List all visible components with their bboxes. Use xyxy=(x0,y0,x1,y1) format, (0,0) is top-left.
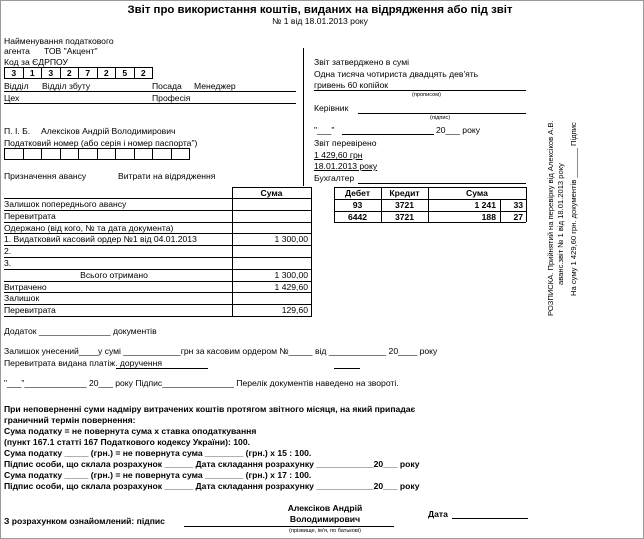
notice-line: Підпис особи, що склала розрахунок ______ Дата складання розрахунку ____________20___ року xyxy=(4,459,420,469)
notice-line: Підпис особи, що склала розрахунок ______ Дата складання розрахунку ____________20___ року xyxy=(4,481,420,491)
document-title: Звіт про використання коштів, виданих на відрядження або під звіт xyxy=(127,4,513,16)
accountant-label: Бухгалтер xyxy=(314,173,355,183)
advance-purpose-value: Витрати на відрядження xyxy=(118,171,216,181)
footer-date-label: Дата xyxy=(428,509,448,519)
main-row-value: 1 429,60 xyxy=(274,281,308,292)
main-row-label: 1. Видатковий касовий ордер №1 від 04.01.2013 xyxy=(4,234,197,245)
approved-line-2: Одна тисяча чотириста двадцять дев'ять xyxy=(314,69,479,79)
main-row-value: 129,60 xyxy=(281,305,308,316)
receipt-line-1: РОЗПИСКА. Прийнятий на перевірку від Алексіков А.В. xyxy=(546,120,555,316)
signer-name-line-2: Володимирович xyxy=(289,514,361,524)
notice-line: граничний термін повернення: xyxy=(4,415,136,425)
main-row-label: Всього отримано xyxy=(80,269,148,280)
notice-line: Сума податку _____ (грн.) = не повернута сума ________ (грн.) х 17 : 100. xyxy=(4,470,312,480)
signer-name-line-1: Алексіков Андрій xyxy=(287,503,363,513)
edrpou-digit-box: 2 xyxy=(97,67,117,79)
entry-sum-main: 188 xyxy=(481,211,496,222)
notice-line: (пункт 167.1 статті 167 Податкового кодексу України): 100. xyxy=(4,437,250,447)
entries-header: Кредит xyxy=(389,188,420,198)
entries-header: Сума xyxy=(466,188,488,198)
fio-value: Алексіков Андрій Володимирович xyxy=(41,126,176,136)
department-label: Відділ xyxy=(4,81,29,91)
tax-number-box xyxy=(152,148,172,160)
edrpou-digit-box: 3 xyxy=(41,67,61,79)
edrpou-digit-box: 5 xyxy=(115,67,135,79)
main-row-value: 1 300,00 xyxy=(274,269,308,280)
appendix-line: Додаток _______________ документів xyxy=(4,326,157,336)
approved-line-1: Звіт затверджено в сумі xyxy=(314,57,410,67)
tax-number-box xyxy=(97,148,117,160)
date-sign-line: "___"_____________ 20___ року Підпис_______________ Перелік документів наведено на звороті. xyxy=(4,378,399,388)
edrpou-digit-box: 7 xyxy=(78,67,98,79)
shop-label: Цех xyxy=(4,93,20,103)
main-row-label: Перевитрата xyxy=(4,210,56,221)
main-row-label: Перевитрата xyxy=(4,305,56,316)
entry-debit: 6442 xyxy=(347,211,368,222)
entry-sum-main: 1 241 xyxy=(474,199,496,210)
tax-number-box xyxy=(23,148,43,160)
profession-label: Професія xyxy=(152,93,191,103)
agent-name-value: ТОВ "Акцент" xyxy=(44,46,98,56)
entry-debit: 93 xyxy=(352,199,363,210)
in-words-caption: (прописом) xyxy=(412,92,441,98)
manager-label: Керівник xyxy=(314,103,349,113)
entry-sum-cents: 27 xyxy=(513,211,523,222)
main-sum-header: Сума xyxy=(260,188,283,198)
checked-label: Звіт перевірено xyxy=(314,138,377,148)
tax-number-box xyxy=(134,148,154,160)
notice-line: При неповерненні суми надміру витрачених коштів протягом звітного місяця, на який припадає xyxy=(4,404,416,414)
tax-number-box xyxy=(171,148,191,160)
main-row-label: Залишок xyxy=(4,293,40,304)
department-value: Відділ збуту xyxy=(42,81,91,91)
entry-credit: 3721 xyxy=(394,211,415,222)
agent-name-label: Найменування податкового xyxy=(4,36,114,46)
receipt-line-3: На суму 1 429,60 грн. документів _______ Підпис xyxy=(569,122,578,296)
fio-label: П. І. Б. xyxy=(4,126,31,136)
signature-caption: (підпис) xyxy=(430,115,451,121)
tax-number-box xyxy=(60,148,80,160)
edrpou-label: Код за ЄДРПОУ xyxy=(4,57,68,67)
main-row-label: 3. xyxy=(4,258,12,268)
position-value: Менеджер xyxy=(194,81,236,91)
edrpou-digit-box: 2 xyxy=(60,67,80,79)
tax-number-box xyxy=(4,148,24,160)
main-row-value: 1 300,00 xyxy=(274,234,308,245)
main-row-label: 2. xyxy=(4,246,12,257)
agent-label: агента xyxy=(4,46,30,56)
receipt-line-2: аванс.звіт № 1 від 18.01.2013 року xyxy=(556,163,565,285)
notice-line: Сума податку _____ (грн.) = не повернута сума ________ (грн.) х 15 : 100. xyxy=(4,448,312,458)
edrpou-digit-box: 3 xyxy=(4,67,24,79)
edrpou-digit-box: 2 xyxy=(134,67,154,79)
approved-line-3: гривень 60 копійок xyxy=(314,80,389,90)
remainder-line: Залишок унесений____у сумі ____________грн за касовим ордером №_____ від ____________ 20____ року xyxy=(4,346,438,356)
notice-line: Сума податку = не повернута сума х ставка оподаткування xyxy=(4,426,257,436)
document-subtitle: № 1 від 18.01.2013 року xyxy=(272,16,368,26)
checked-date: 18.01.2013 року xyxy=(314,161,378,171)
approval-date-quote: "___" xyxy=(314,125,335,135)
position-label: Посада xyxy=(152,81,182,91)
approval-date-year: 20___ року xyxy=(436,125,480,135)
main-row-label: Залишок попереднього авансу xyxy=(4,199,127,209)
tax-number-label: Податковий номер (або серія і номер паспорта") xyxy=(4,138,198,148)
edrpou-digit-box: 1 xyxy=(23,67,43,79)
entry-credit: 3721 xyxy=(394,199,415,210)
advance-purpose-label: Призначення авансу xyxy=(4,171,87,181)
tax-number-box xyxy=(41,148,61,160)
entry-sum-cents: 33 xyxy=(513,199,523,210)
main-row-label: Одержано (від кого, № та дата документа) xyxy=(4,222,174,233)
signer-caption: (прізвище, ім'я, по батькові) xyxy=(289,528,361,534)
checked-amount: 1 429,60 грн xyxy=(314,150,363,160)
main-row-label: Витрачено xyxy=(4,281,47,292)
tax-number-box xyxy=(115,148,135,160)
tax-number-box xyxy=(78,148,98,160)
entries-header: Дебет xyxy=(344,188,371,198)
acquainted-label: З розрахунком ознайомлений: підпис xyxy=(4,516,165,526)
overspend-line: Перевитрата видана платіж. доручення xyxy=(4,358,163,368)
